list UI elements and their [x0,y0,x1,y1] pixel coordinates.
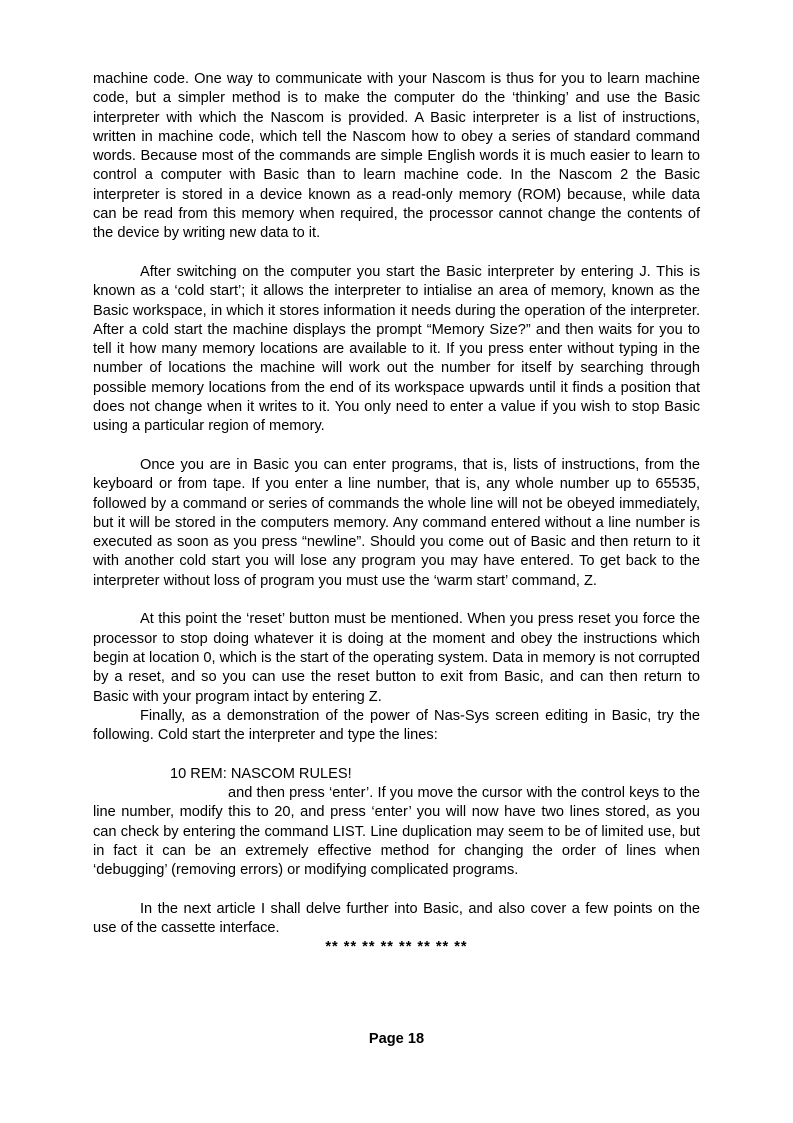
paragraph-machine-code: machine code. One way to communicate with your Nascom is thus for you to learn machine code, but a simpler method is to make the computer do the ‘thinking’ and use the Basic interpreter with which the Nascom is provided. A Basic interpreter is a list of instructions, written in machine code, which tell the Nascom how to obey a series of standard command words. Because most of the commands are simple English words it is much easier to learn to control a computer with Basic than to learn machine code. In the Nascom 2 the Basic interpreter is stored in a device known as a read-only memory (ROM) because, while data can be read from this memory when required, the processor cannot change the contents of the device by writing new data to it. [93,71,700,242]
paragraph-reset-button: At this point the ‘reset’ button must be mentioned. When you press reset you force the processor to stop doing whatever it is doing at the moment and obey the instructions which begin at location 0, which is the start of the operating system. Data in memory is not corrupted by a reset, and so you can use the reset button to exit from Basic, and can then return to Basic with your program intact by entering Z. [93,611,700,705]
page-number-footer: Page 18 [368,1031,425,1047]
code-listing-line: 10 REM: NASCOM RULES! [170,765,352,782]
paragraph-next-article: In the next article I shall delve further into Basic, and also cover a few points on the use of the cassette interface. [93,900,700,937]
paragraph-finally-demo: Finally, as a demonstration of the power of Nas-Sys screen editing in Basic, try the following. Cold start the interpreter and type the lines: [93,707,700,744]
paragraph-cold-start: After switching on the computer you start the Basic interpreter by entering J. This is known as a ‘cold start’; it allows the interpreter to intialise an area of memory, known as the Basic workspace, in which it stores information it needs during the operation of the interpreter. After a cold start the machine displays the prompt “Memory Size?” and then waits for you to tell it how many memory locations are available to it. If you press enter without typing in the number of locations the machine will work out the number for itself by searching through possible memory locations from the end of its workspace upwards until it finds a position that does not change when it writes to it. You only need to enter a value if you wish to stop Basic using a particular region of memory. [93,263,700,435]
code-block-spacer [93,745,700,764]
text-column [93,70,700,958]
stars-separator: ** ** ** ** ** ** ** ** [325,939,468,956]
paragraph-enter-programs: Once you are in Basic you can enter programs, that is, lists of instructions, from the keyboard or from tape. If you enter a line number, that is, any whole number up to 65535, followed by a command or series of commands the whole line will not be obeyed immediately, but it will be stored in the computers memory. Any command entered without a line number is executed as soon as you press “newline”. Should you come out of Basic and then return to it with another cold start you will lose any program you may have entered. To get back to the interpreter without loss of program you must use the ‘warm start’ command, Z. [93,456,700,589]
paragraph-and-then: and then press ‘enter’. If you move the cursor with the control keys to the line number, modify this to 20, and press ‘enter’ you will now have two lines stored, as you can check by entering the command LIST. Line duplication may seem to be of limited use, but in fact it can be an extremely effective method for changing the order of lines when ‘debugging’ (removing errors) or modifying complicated programs. [93,784,700,879]
